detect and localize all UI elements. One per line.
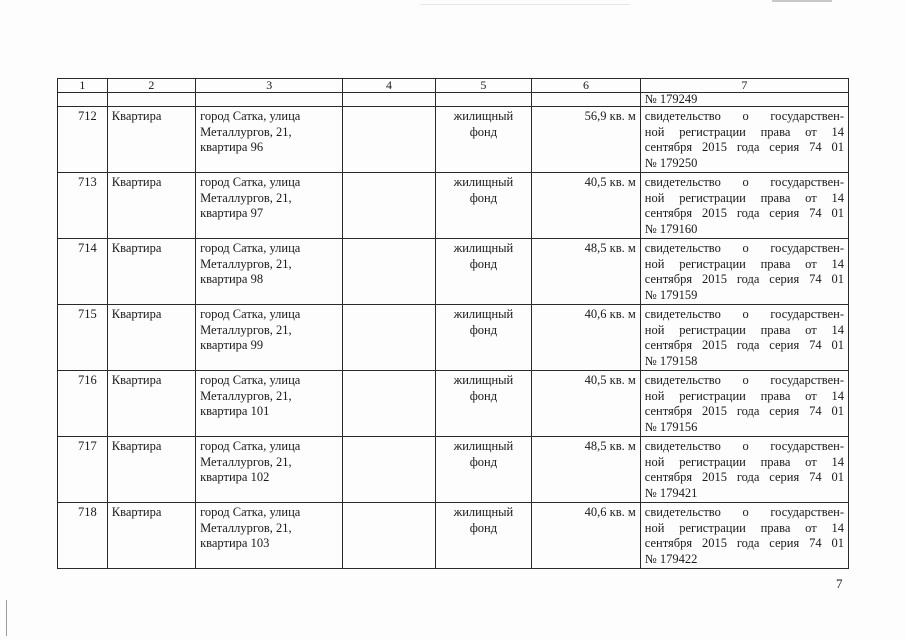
certificate-word: от [805,256,817,271]
fund-line: жилищный [453,109,514,123]
object-address [196,239,343,305]
object-address [196,107,343,173]
certificate-word: права [760,322,791,337]
object-type: Квартира [107,371,195,437]
certificate-word: 74 [809,140,822,154]
registration-certificate [640,437,848,503]
fund-line: жилищный [453,307,514,321]
fund-line: фонд [469,322,498,337]
registration-certificate [640,371,848,437]
row-number: 712 [58,107,108,173]
certificate-word: о [742,241,749,255]
certificate-line [645,125,844,141]
certificate-word: 2015 [701,206,727,220]
header-col-1: 1 [58,79,108,93]
certificate-word: ной [644,124,665,139]
certificate-word: 2015 [701,404,727,418]
object-address [196,371,343,437]
certificate-word: ной [644,388,665,403]
certificate-word: 01 [831,338,844,352]
certificate-word: права [760,124,791,139]
certificate-line [645,505,844,521]
certificate-word: № 179250 [644,155,698,170]
row-number: 718 [58,503,108,569]
certificate-line [645,338,844,354]
scan-artifact-top [420,4,630,5]
fund-line: жилищный [453,175,514,189]
certificate-word: 14 [831,256,844,271]
certificate-word: серия [769,470,800,484]
address-line: город Сатка, улица [200,439,301,453]
address-line: город Сатка, улица [200,241,301,255]
certificate-word: года [736,536,760,550]
certificate-word: 01 [831,206,844,220]
certificate-word: регистрации [679,322,746,337]
object-type: Квартира [107,107,195,173]
fund-line: жилищный [453,505,514,519]
certificate-word: 01 [831,140,844,154]
table-row [58,437,849,503]
area-value: 48,5 кв. м [532,437,641,503]
fund-type [435,371,531,437]
address-line: Металлургов, 21, [200,322,292,337]
certificate-line [645,206,844,222]
area-value: 40,6 кв. м [532,503,641,569]
certificate-line [645,536,844,552]
col-4-cell [343,437,435,503]
certificate-word: серия [769,404,800,418]
area-value: 56,9 кв. м [532,107,641,173]
certificate-line [645,323,844,339]
col-4-cell [343,371,435,437]
area-value: 40,6 кв. м [532,305,641,371]
fund-type [435,107,531,173]
certificate-word: права [760,454,791,469]
registration-certificate [640,107,848,173]
certificate-word: свидетельство [644,373,721,387]
page-number: 7 [836,576,843,591]
certificate-word: 14 [831,454,844,469]
fund-type [435,305,531,371]
certificate-word: государствен- [770,175,844,189]
row-number: 716 [58,371,108,437]
header-col-7: 7 [640,79,848,93]
row-number: 715 [58,305,108,371]
certificate-word: 74 [809,272,822,286]
certificate-word: № 179422 [644,551,698,566]
certificate-word: 74 [809,206,822,220]
fund-line: фонд [469,388,498,403]
certificate-word: 14 [831,322,844,337]
registration-certificate [640,503,848,569]
fund-type [435,437,531,503]
address-line: Металлургов, 21, [200,388,292,403]
fund-line: жилищный [453,241,514,255]
table-row [58,173,849,239]
certificate-line [645,272,844,288]
fund-type [435,503,531,569]
certificate-word: серия [769,140,800,154]
object-type: Квартира [107,437,195,503]
certificate-word: сентября [644,272,693,286]
fund-type [435,173,531,239]
certificate-word: 2015 [701,140,727,154]
certificate-word: сентября [644,206,693,220]
address-line: город Сатка, улица [200,307,301,321]
certificate-word: 14 [831,388,844,403]
certificate-word: 2015 [701,536,727,550]
certificate-word: государствен- [770,241,844,255]
certificate-word: регистрации [679,388,746,403]
object-address [196,173,343,239]
address-line: квартира 102 [200,470,270,484]
certificate-word: сентября [644,470,693,484]
certificate-line [645,389,844,405]
object-type: Квартира [107,503,195,569]
address-line: Металлургов, 21, [200,256,292,271]
col-4-cell [343,173,435,239]
certificate-word: права [760,388,791,403]
certificate-line [645,241,844,257]
certificate-word: права [760,520,791,535]
fund-line: фонд [469,454,498,469]
address-line: Металлургов, 21, [200,190,292,205]
certificate-line [645,257,844,273]
certificate-line [645,307,844,323]
certificate-word: 14 [831,190,844,205]
certificate-word: года [736,272,760,286]
address-line: город Сатка, улица [200,373,301,387]
certificate-word: ной [644,256,665,271]
certificate-word: государствен- [770,109,844,123]
table-row [58,371,849,437]
object-type: Квартира [107,239,195,305]
certificate-word: о [742,175,749,189]
certificate-line [645,191,844,207]
address-line: город Сатка, улица [200,505,301,519]
certificate-word: 74 [809,404,822,418]
certificate-word: 2015 [701,338,727,352]
certificate-line [645,455,844,471]
certificate-line [645,470,844,486]
certificate-word: регистрации [679,454,746,469]
header-col-5: 5 [435,79,531,93]
certificate-line [645,521,844,537]
certificate-word: от [805,124,817,139]
header-col-2: 2 [107,79,195,93]
address-line: Металлургов, 21, [200,124,292,139]
certificate-word: о [742,439,749,453]
fund-line: жилищный [453,439,514,453]
certificate-word: 01 [831,536,844,550]
fund-line: фонд [469,124,498,139]
certificate-word: ной [644,454,665,469]
certificate-word: от [805,454,817,469]
certificate-word: № 179159 [644,287,698,302]
certificate-word: права [760,190,791,205]
certificate-word: № 179156 [644,419,698,434]
certificate-word: года [736,206,760,220]
scan-artifact-top-right [772,0,832,2]
object-type: Квартира [107,173,195,239]
certificate-word: года [736,338,760,352]
certificate-word: 74 [809,338,822,352]
certificate-word: государствен- [770,307,844,321]
certificate-word: регистрации [679,520,746,535]
certificate-word: 01 [831,404,844,418]
certificate-word: права [760,256,791,271]
header-row [58,79,849,93]
certificate-word: о [742,505,749,519]
col-4-cell [343,239,435,305]
address-line: город Сатка, улица [200,109,301,123]
address-line: квартира 103 [200,536,270,550]
col-4-cell [343,305,435,371]
certificate-line [645,486,844,502]
certificate-word: 14 [831,520,844,535]
table-row [58,239,849,305]
header-col-6: 6 [532,79,641,93]
certificate-word: серия [769,206,800,220]
certificate-line [645,373,844,389]
certificate-word: от [805,322,817,337]
certificate-word: серия [769,272,800,286]
certificate-word: свидетельство [644,307,721,321]
certificate-word: 2015 [701,272,727,286]
certificate-word: от [805,388,817,403]
certificate-line [645,109,844,125]
certificate-word: от [805,520,817,535]
certificate-word: свидетельство [644,439,721,453]
fund-line: жилищный [453,373,514,387]
object-type: Квартира [107,305,195,371]
address-line: квартира 99 [200,338,264,352]
certificate-word: свидетельство [644,241,721,255]
continuation-row [58,93,849,107]
continuation-cert-number: № 179249 [640,93,848,107]
certificate-word: № 179421 [644,485,698,500]
certificate-word: регистрации [679,124,746,139]
table-row [58,107,849,173]
object-address [196,437,343,503]
address-line: квартира 98 [200,272,264,286]
certificate-word: свидетельство [644,109,721,123]
fund-line: фонд [469,256,498,271]
certificate-word: сентября [644,536,693,550]
certificate-line [645,420,844,436]
certificate-line [645,552,844,568]
header-col-4: 4 [343,79,435,93]
certificate-word: 74 [809,536,822,550]
certificate-word: регистрации [679,256,746,271]
certificate-word: 2015 [701,470,727,484]
area-value: 40,5 кв. м [532,173,641,239]
object-address [196,305,343,371]
address-line: Металлургов, 21, [200,454,292,469]
certificate-word: о [742,307,749,321]
certificate-word: года [736,404,760,418]
registration-certificate [640,173,848,239]
address-line: квартира 97 [200,206,264,220]
certificate-line [645,404,844,420]
certificate-line [645,140,844,156]
col-4-cell [343,107,435,173]
certificate-word: ной [644,190,665,205]
certificate-line [645,288,844,304]
certificate-line [645,354,844,370]
certificate-word: серия [769,338,800,352]
certificate-word: года [736,140,760,154]
certificate-word: регистрации [679,190,746,205]
registry-table [57,78,849,569]
header-col-3: 3 [196,79,343,93]
certificate-line [645,156,844,172]
certificate-word: 01 [831,470,844,484]
certificate-word: о [742,109,749,123]
area-value: 48,5 кв. м [532,239,641,305]
registration-certificate [640,239,848,305]
certificate-word: сентября [644,140,693,154]
address-line: Металлургов, 21, [200,520,292,535]
fund-line: фонд [469,520,498,535]
certificate-word: сентября [644,338,693,352]
address-line: квартира 96 [200,140,264,154]
address-line: квартира 101 [200,404,270,418]
certificate-line [645,439,844,455]
certificate-word: свидетельство [644,505,721,519]
certificate-word: № 179160 [644,221,698,236]
certificate-word: о [742,373,749,387]
certificate-word: от [805,190,817,205]
certificate-word: сентября [644,404,693,418]
certificate-line [645,175,844,191]
certificate-word: ной [644,322,665,337]
certificate-word: 14 [831,124,844,139]
object-address [196,503,343,569]
certificate-word: 74 [809,470,822,484]
certificate-word: № 179158 [644,353,698,368]
scan-artifact-left [6,600,7,636]
table-row [58,305,849,371]
registration-certificate [640,305,848,371]
certificate-word: года [736,470,760,484]
address-line: город Сатка, улица [200,175,301,189]
area-value: 40,5 кв. м [532,371,641,437]
table-row [58,503,849,569]
row-number: 717 [58,437,108,503]
row-number: 713 [58,173,108,239]
certificate-word: 01 [831,272,844,286]
fund-type [435,239,531,305]
fund-line: фонд [469,190,498,205]
certificate-word: государствен- [770,439,844,453]
certificate-word: государствен- [770,373,844,387]
certificate-word: серия [769,536,800,550]
certificate-word: ной [644,520,665,535]
certificate-word: государствен- [770,505,844,519]
certificate-word: свидетельство [644,175,721,189]
col-4-cell [343,503,435,569]
row-number: 714 [58,239,108,305]
certificate-line [645,222,844,238]
